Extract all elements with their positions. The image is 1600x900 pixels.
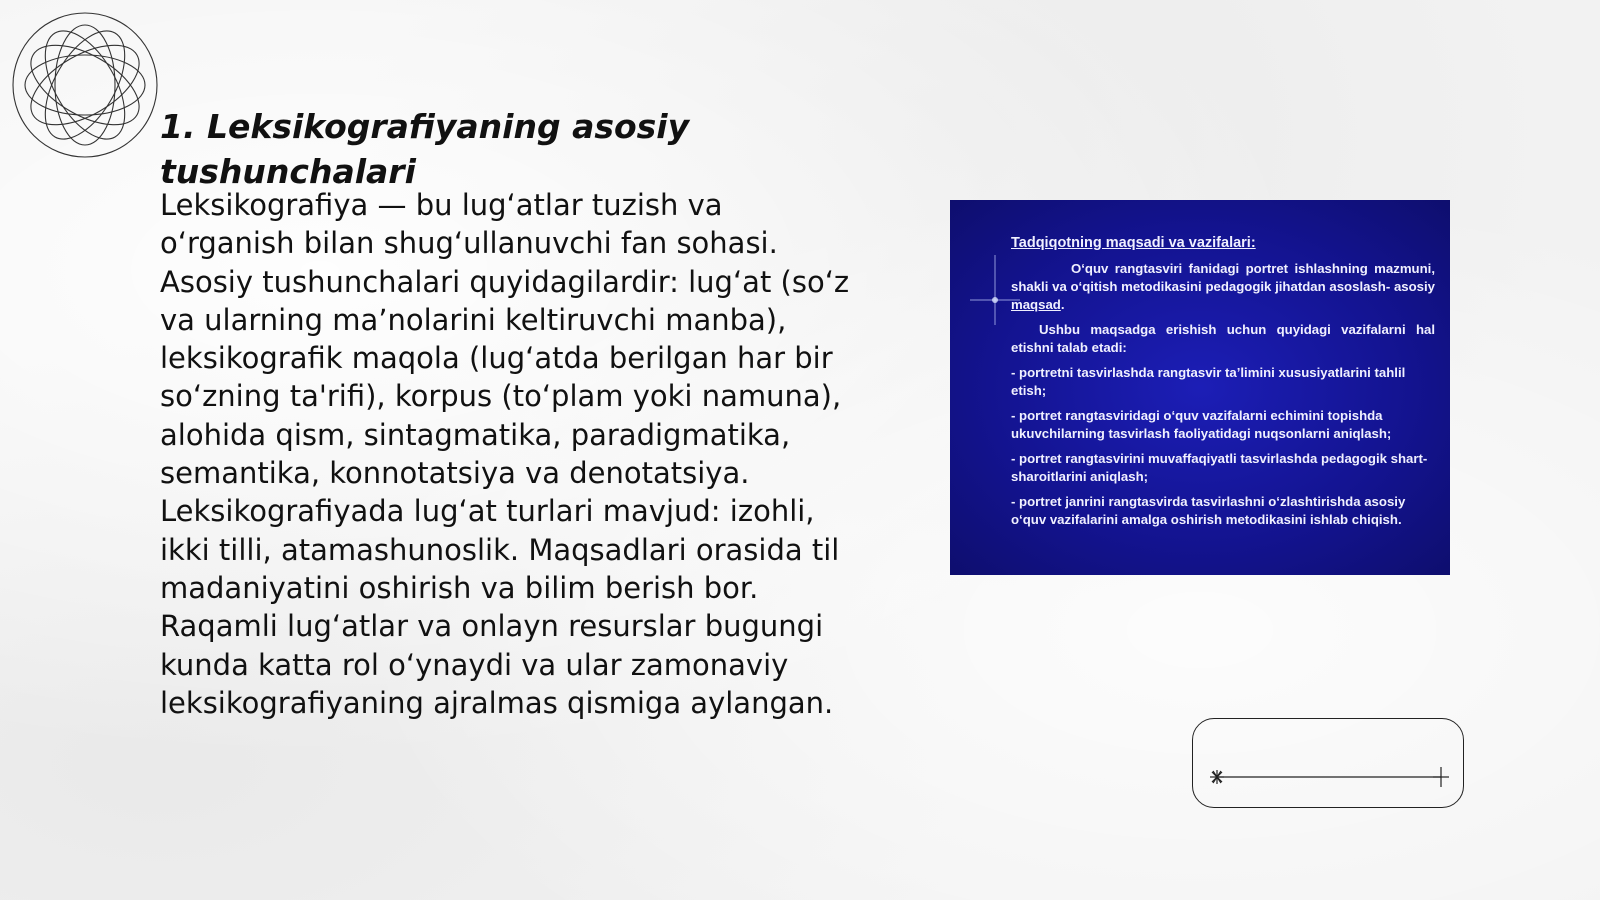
embedded-slide-paragraph-2: Ushbu maqsadga erishish uchun quyidagi vazifalarni hal etishni talab etadi: [1011,322,1435,355]
decorative-line [1207,767,1451,787]
decorative-rounded-box [1192,718,1464,808]
embedded-slide-bullet: - portret janrini rangtasvirda tasvirlashni o‘zlashtirishda asosiy o‘quv vazifalarini amalga oshirish metodikasini ishlab chiqish. [1011,494,1406,527]
embedded-slide-bullet: - portret rangtasviridagi o‘quv vazifalarni echimini topishda ukuvchilarning tasvirlash faoliyatidagi nuqsonlarni aniqlash; [1011,408,1392,441]
circle-ornament-icon [10,10,160,160]
embedded-slide-image [950,200,1450,575]
embedded-slide-heading: Tadqiqotning maqsadi va vazifalari: [1011,235,1256,251]
slide-body-text: Leksikografiya — bu lug‘atlar tuzish va o‘rganish bilan shug‘ullanuvchi fan sohasi. Asosiy tushunchalari quyidagilardir: lug‘at (so‘z va ularning ma’nolarini keltiruvchi manba), leksikografik maqola (lug‘atda berilgan har bir so‘zning ta'rifi), korpus (to‘plam yoki namuna), alohida qism, sintagmatika, paradigmatika, semantika, konnotatsiya va denotatsiya. Leksikografiyada lug‘at turlari mavjud: izohli, ikki tilli, atamashunoslik. Maqsadlari orasida til madaniyatini oshirish va bilim berish bor. Raqamli lug‘atlar va onlayn resurslar bugungi kunda katta rol o‘ynaydi va ular zamonaviy leksikografiyaning ajralmas qismiga aylangan. [160,188,850,720]
slide-title: 1. Leksikografiyaning asosiy tushunchalari [160,107,690,191]
embedded-slide-bullet: - portretni tasvirlashda rangtasvir ta’limini xususiyatlarini tahlil etish; [1011,365,1406,398]
star-burst-icon [1210,770,1224,784]
embedded-slide-link-word: maqsad [1011,297,1061,312]
embedded-slide-paragraph-1: O‘quv rangtasviri fanidagi portret ishlashning mazmuni, shakli va o‘qitish metodikasini pedagogik jihatdan asoslash- asosiy maqsad. [1011,261,1435,312]
sparkle-icon [1433,767,1449,787]
embedded-slide-bullet: - portret rangtasvirini muvaffaqiyatli tasvirlashda pedagogik shart-sharoitlarini aniqlash; [1011,451,1428,484]
